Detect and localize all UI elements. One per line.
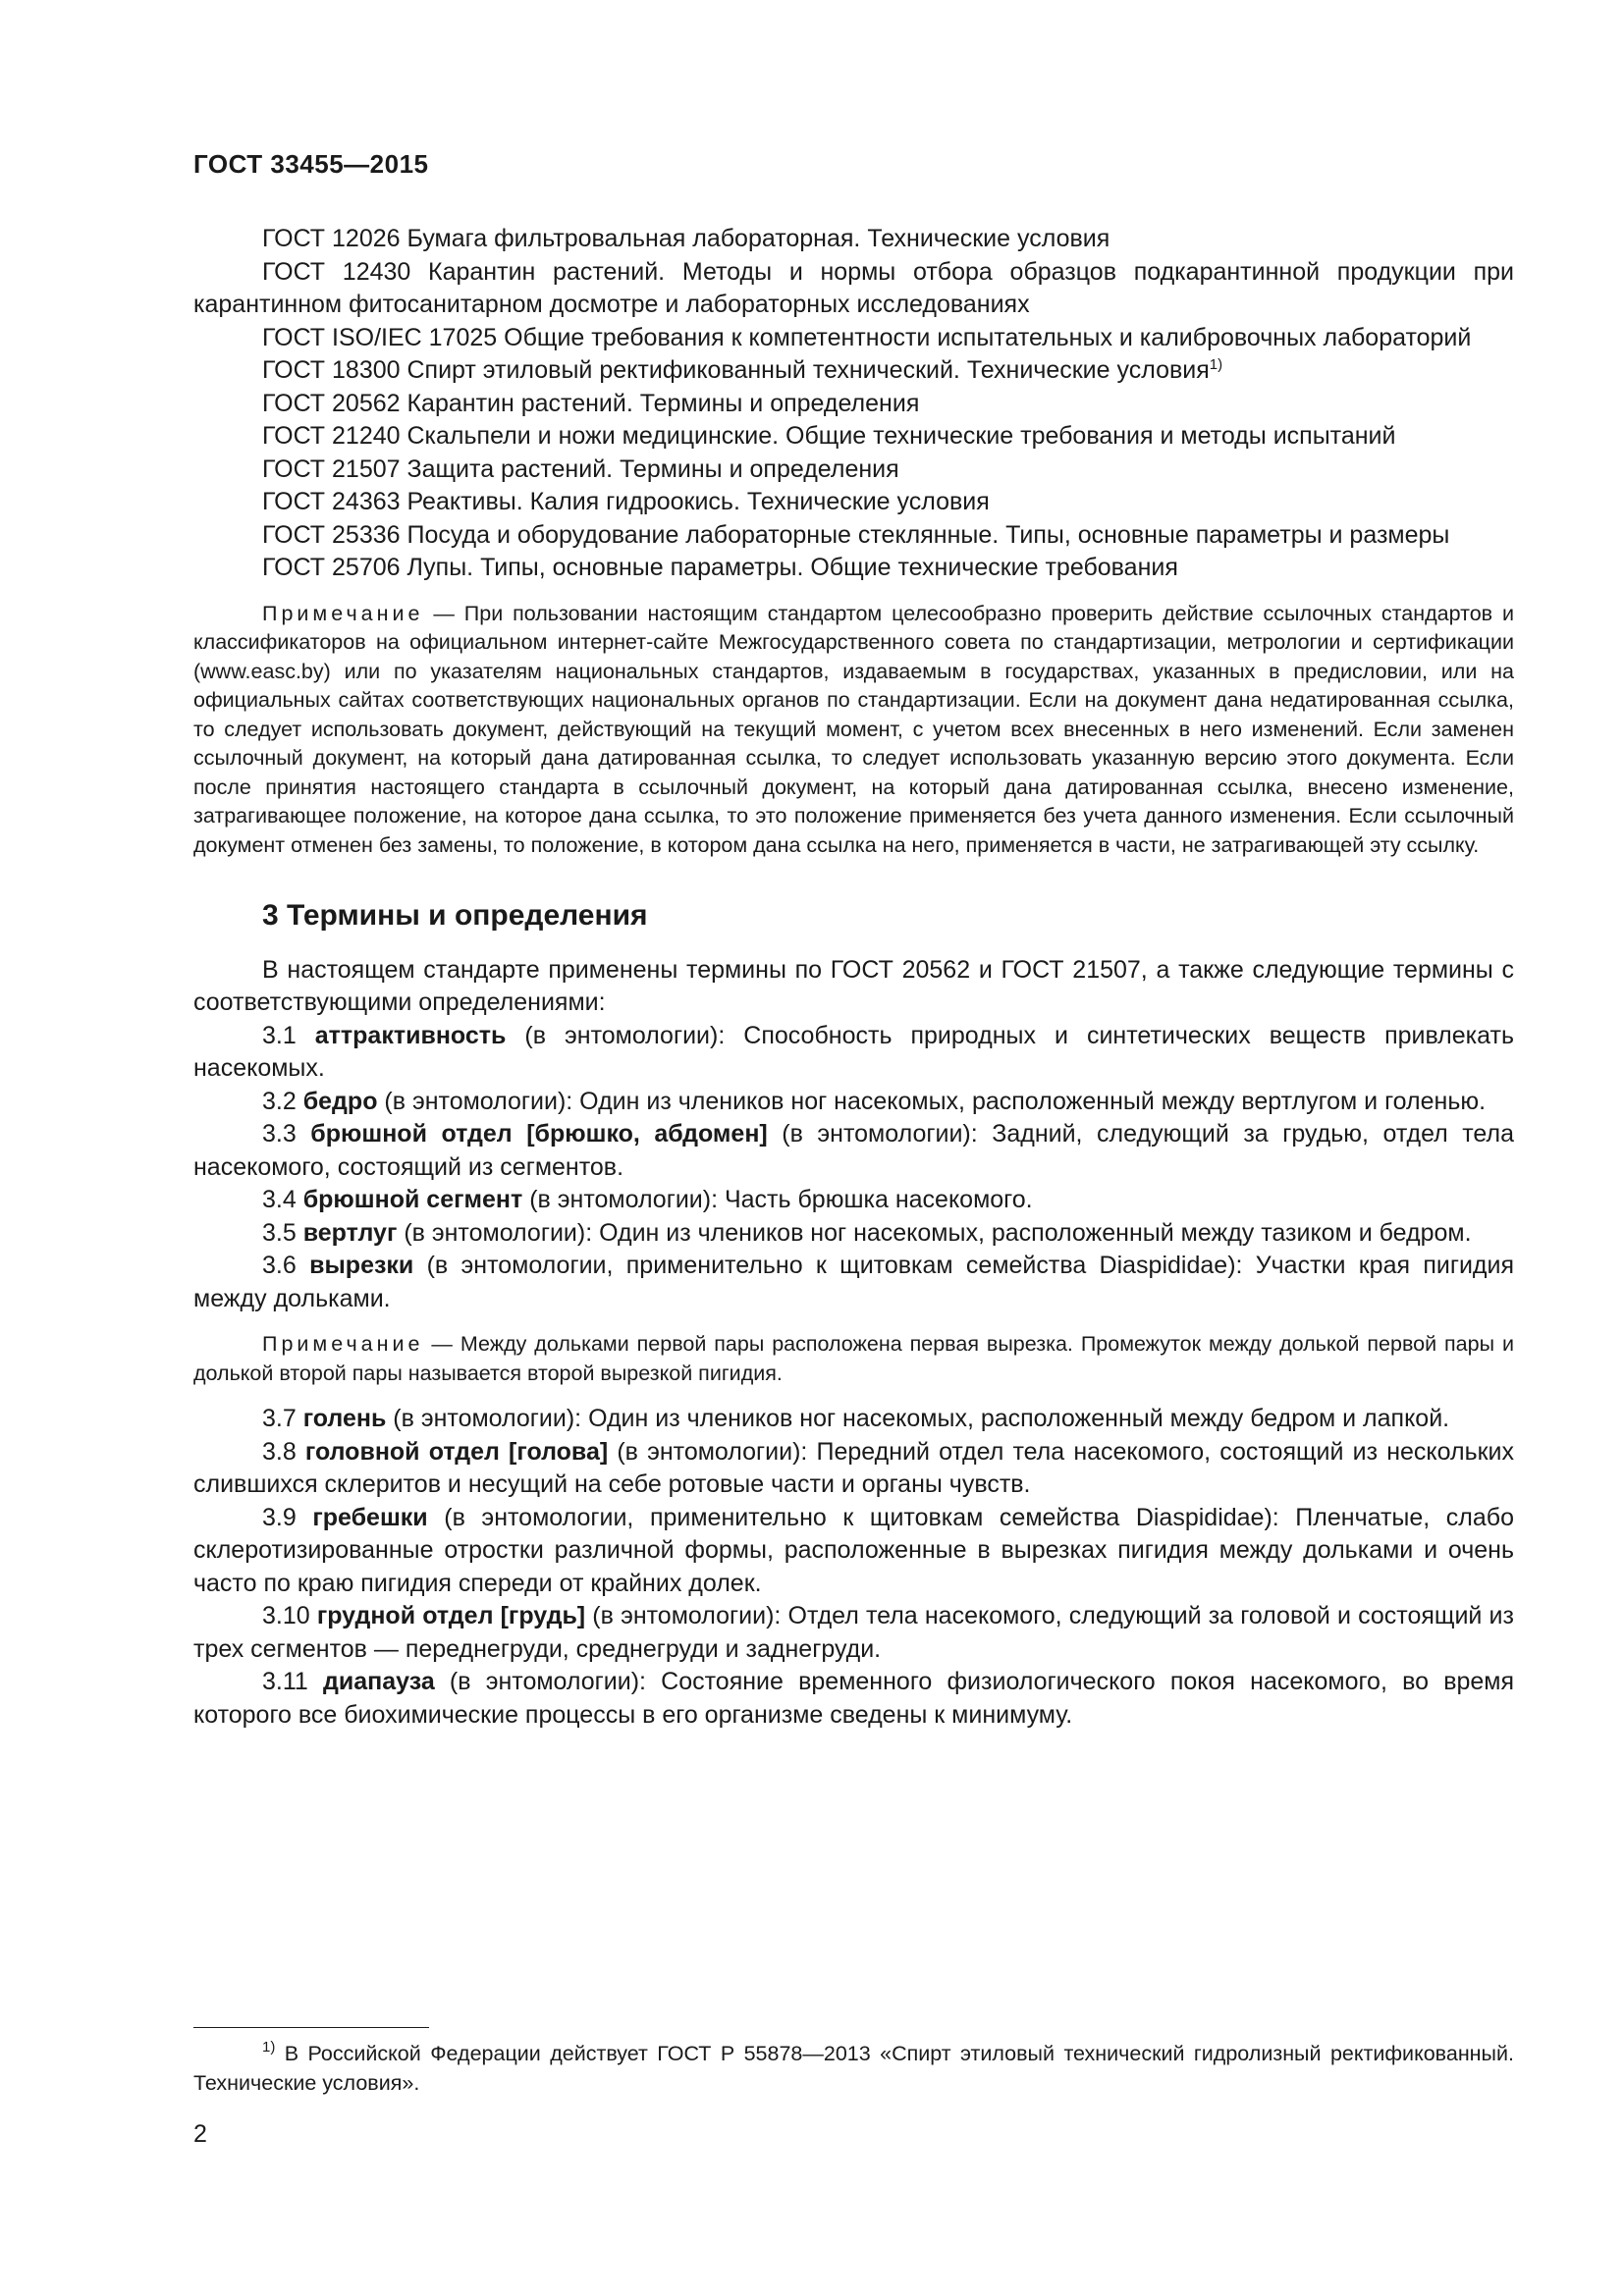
reference-item: ГОСТ 12026 Бумага фильтровальная лабораторная. Технические условия bbox=[262, 225, 1110, 252]
term-definition: (в энтомологии): Отдел тела насекомого, следующий за головой и состоящий из трех сегментов — переднегруди, среднегруди и заднегруди. bbox=[193, 1602, 1514, 1663]
note-references bbox=[193, 600, 1514, 861]
term-name: вертлуг bbox=[302, 1218, 398, 1247]
term-name: диапауза bbox=[323, 1668, 435, 1695]
term-entry bbox=[193, 1250, 1514, 1315]
page-content bbox=[193, 223, 1514, 1732]
term-number: 3.9 bbox=[262, 1503, 313, 1531]
term-definition: (в энтомологии): Один из члеников ног насекомых, расположенный между тазиком и бедром. bbox=[397, 1218, 1472, 1247]
term-number: 3.6 bbox=[262, 1252, 310, 1279]
page-number: 2 bbox=[193, 2120, 207, 2148]
reference-item: ГОСТ 12430 Карантин растений. Методы и нормы отбора образцов подкарантинной продукции при карантинном фитосанитарном досмотре и лабораторных исследованиях bbox=[193, 257, 1514, 318]
term-entry bbox=[193, 1436, 1514, 1502]
footnote bbox=[193, 2040, 1514, 2098]
term-number: 3.7 bbox=[262, 1405, 303, 1432]
term-number: 3.5 bbox=[262, 1218, 303, 1247]
term-definition: (в энтомологии): Задний, следующий за грудью, отдел тела насекомого, состоящий из сегментов. bbox=[193, 1120, 1514, 1181]
footnote-mark: 1) bbox=[1209, 356, 1223, 373]
reference-item: ГОСТ 21240 Скальпели и ножи медицинские. Общие технические требования и методы испытаний bbox=[262, 422, 1396, 450]
term-name: гребешки bbox=[312, 1503, 428, 1531]
term-entry bbox=[193, 1020, 1514, 1086]
terms-list bbox=[193, 1020, 1514, 1733]
footnote-mark: 1) bbox=[262, 2039, 276, 2056]
term-name: вырезки bbox=[309, 1252, 414, 1279]
term-name: голень bbox=[302, 1405, 387, 1432]
term-definition: (в энтомологии): Один из члеников ног насекомых, расположенный между бедром и лапкой. bbox=[386, 1405, 1450, 1432]
term-name: брюшной отдел [брюшко, абдомен] bbox=[310, 1120, 768, 1148]
term-number: 3.2 bbox=[262, 1087, 303, 1115]
note-cutouts bbox=[193, 1330, 1514, 1388]
reference-item: ГОСТ 20562 Карантин растений. Термины и определения bbox=[262, 389, 920, 417]
term-entry bbox=[193, 1118, 1514, 1184]
term-entry bbox=[193, 1600, 1514, 1666]
term-number: 3.10 bbox=[262, 1602, 317, 1629]
term-number: 3.3 bbox=[262, 1120, 311, 1148]
term-name: брюшной сегмент bbox=[302, 1186, 523, 1213]
reference-item: ГОСТ 25336 Посуда и оборудование лабораторные стеклянные. Типы, основные параметры и размеры bbox=[262, 520, 1450, 549]
term-definition: (в энтомологии): Часть брюшка насекомого. bbox=[522, 1186, 1033, 1213]
footnote-text: В Российской Федерации действует ГОСТ Р 55878—2013 «Спирт этиловый технический гидролизный ректификованный. Технические условия». bbox=[193, 2042, 1514, 2095]
term-definition: (в энтомологии): Способность природных и синтетических веществ привлекать насекомых. bbox=[193, 1021, 1514, 1082]
section-intro: В настоящем стандарте применены термины по ГОСТ 20562 и ГОСТ 21507, а также следующие термины с соответствующими определениями: bbox=[193, 955, 1514, 1016]
term-entry bbox=[193, 1502, 1514, 1601]
note-text: — При пользовании настоящим стандартом целесообразно проверить действие ссылочных стандартов и классификаторов на официальном интернет-сайте Межгосударственного совета по стандартизации, метрологии и сертификации (www.easc.by) или по указателям национальных стандартов, издаваемым в государствах, указанных в предисловии, или на официальных сайтах соответствующих национальных органов по стандартизации. Если на документ дана недатированная ссылка, то следует использовать документ, действующий на текущий момент, с учетом всех внесенных в него изменений. Если заменен ссылочный документ, на который дана датированная ссылка, то следует использовать указанную версию этого документа. Если после принятия настоящего стандарта в ссылочный документ, на который дана датированная ссылка, внесено изменение, затрагивающее положение, на которое дана ссылка, то это положение применяется без учета данного изменения. Если ссылочный документ отменен без замены, то положение, в котором дана ссылка на него, применяется в части, не затрагивающей эту ссылку. bbox=[193, 601, 1514, 857]
note-label: Примечание bbox=[262, 1332, 424, 1356]
term-entry bbox=[193, 1217, 1514, 1251]
term-definition: (в энтомологии, применительно к щитовкам семейства Diaspididae): Участки края пигидия между дольками. bbox=[193, 1252, 1515, 1312]
term-entry bbox=[193, 1086, 1514, 1119]
term-entry bbox=[193, 1184, 1514, 1217]
reference-item: ГОСТ ISO/IEC 17025 Общие требования к компетентности испытательных и калибровочных лабораторий bbox=[262, 323, 1472, 351]
note-text: — Между дольками первой пары расположена первая вырезка. Промежуток между долькой первой пары и долькой второй пары называется второй вырезкой пигидия. bbox=[193, 1332, 1514, 1385]
term-name: бедро bbox=[302, 1087, 378, 1115]
reference-item bbox=[193, 354, 1514, 388]
document-header: ГОСТ 33455—2015 bbox=[193, 149, 429, 179]
reference-item: ГОСТ 21507 Защита растений. Термины и определения bbox=[262, 454, 899, 483]
term-definition: (в энтомологии, применительно к щитовкам семейства Diaspididae): Пленчатые, слабо склеротизированные отростки различной формы, расположенные в вырезках пигидия между дольками и очень часто по краю пигидия спереди от крайних долек. bbox=[193, 1503, 1515, 1597]
term-entry bbox=[193, 1666, 1514, 1732]
term-name: аттрактивность bbox=[314, 1021, 507, 1049]
reference-item: ГОСТ 24363 Реактивы. Калия гидроокись. Технические условия bbox=[262, 488, 990, 515]
reference-text: ГОСТ 18300 Спирт этиловый ректификованный технический. Технические условия bbox=[262, 356, 1210, 384]
term-name: головной отдел [голова] bbox=[304, 1437, 609, 1466]
term-number: 3.4 bbox=[262, 1186, 303, 1213]
term-definition: (в энтомологии): Один из члеников ног насекомых, расположенный между вертлугом и голенью. bbox=[377, 1087, 1487, 1115]
term-number: 3.8 bbox=[262, 1437, 305, 1466]
term-number: 3.1 bbox=[262, 1021, 315, 1049]
term-definition: (в энтомологии): Состояние временного физиологического покоя насекомого, во время которого все биохимические процессы в его организме сведены к минимуму. bbox=[193, 1668, 1515, 1729]
note-label: Примечание bbox=[262, 601, 424, 625]
term-number: 3.11 bbox=[262, 1668, 323, 1695]
term-name: грудной отдел [грудь] bbox=[316, 1602, 586, 1629]
footnote-divider bbox=[193, 2027, 429, 2028]
section-title: 3 Термины и определения bbox=[262, 899, 648, 932]
references-list bbox=[193, 223, 1514, 585]
reference-item: ГОСТ 25706 Лупы. Типы, основные параметры. Общие технические требования bbox=[262, 554, 1178, 581]
term-entry bbox=[193, 1403, 1514, 1436]
term-definition: (в энтомологии): Передний отдел тела насекомого, состоящий из нескольких слившихся склеритов и несущий на себе ротовые части и органы чувств. bbox=[193, 1437, 1514, 1498]
